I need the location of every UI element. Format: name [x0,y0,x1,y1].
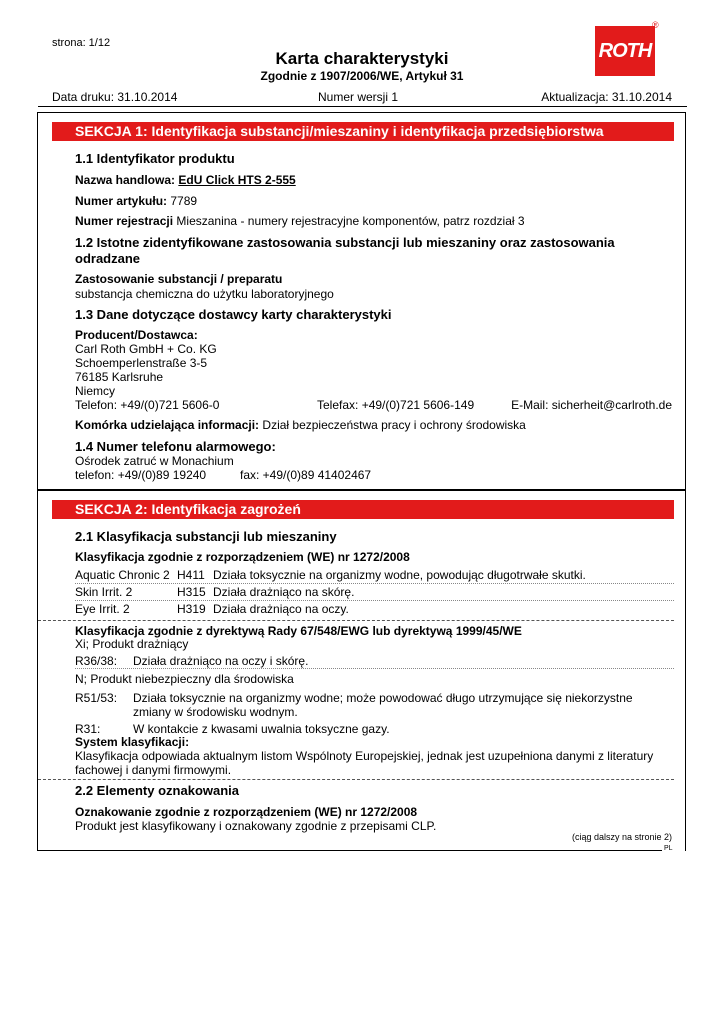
classification-system-label: System klasyfikacji: [75,735,190,749]
classification-system-text: Klasyfikacja odpowiada aktualnym listom Wspólnoty Europejskiej, jednak jest uzupełniona danymi z literatury [75,749,654,763]
section-1-4-title: 1.4 Numer telefonu alarmowego: [75,439,276,454]
producer-label: Producent/Dostawca: [75,328,198,342]
update-date: Aktualizacja: 31.10.2014 [541,90,672,104]
dashed-divider [38,779,674,780]
info-cell-value: Dział bezpieczeństwa pracy i ochrony środowiska [262,418,526,432]
section-1-3-title: 1.3 Dane dotyczące dostawcy karty charakterystyki [75,307,392,322]
producer-line: Niemcy [75,384,116,398]
hazard-statement: Działa drażniąco na skórę. [213,585,355,599]
print-date: Data druku: 31.10.2014 [52,90,178,104]
emergency-fax: fax: +49/(0)89 41402467 [240,468,372,482]
row-divider [75,600,674,601]
producer-line: 76185 Karlsruhe [75,370,164,384]
r-phrase-line2: zmiany w środowisku wodnym. [133,705,298,719]
document-subtitle: Zgodnie z 1907/2006/WE, Artykuł 31 [260,69,464,83]
emergency-phone: telefon: +49/(0)89 19240 [75,468,207,482]
r-code: R36/38: [75,654,118,668]
section-2-2-title: 2.2 Elementy oznakowania [75,783,240,798]
section-1-2-title-line2: odradzane [75,251,141,266]
version-number: Numer wersji 1 [318,90,399,104]
labelling-label: Oznakowanie zgodnie z rozporządzeniem (WE) nr 1272/2008 [75,805,418,819]
section-1-title: SEKCJA 1: Identyfikacja substancji/mieszaniny i identyfikacja przedsiębiorstwa [52,122,674,141]
hazard-class: Eye Irrit. 2 [75,602,130,616]
header-rule [38,106,687,107]
supplier-phone: Telefon: +49/(0)721 5606-0 [75,398,220,412]
section-1-2-title-line1: 1.2 Istotne zidentyfikowane zastosowania substancji lub mieszaniny oraz zastosowania [75,235,615,250]
dashed-divider [38,620,674,621]
hazard-code: H315 [177,585,206,599]
trade-name-value: EdU Click HTS 2-555 [178,173,296,187]
hazard-statement: Działa drażniąco na oczy. [213,602,349,616]
trade-name-row [75,173,296,187]
language-code: PL [664,845,673,852]
r-phrase: Działa drażniąco na oczy i skórę. [133,654,309,668]
r-phrase: W kontakcie z kwasami uwalnia toksyczne gazy. [133,722,390,736]
hazard-statement: Działa toksycznie na organizmy wodne, powodując długotrwałe skutki. [213,568,586,582]
hazard-class: Aquatic Chronic 2 [75,568,170,582]
dsd-classification-label: Klasyfikacja zgodnie z dyrektywą Rady 67/548/EWG lub dyrektywą 1999/45/WE [75,624,522,638]
document-title: Karta charakterystyki [275,49,449,68]
use-label: Zastosowanie substancji / preparatu [75,272,283,286]
registration-value: Mieszanina - numery rejestracyjne komponentów, patrz rozdział 3 [176,214,525,228]
row-divider [75,668,674,669]
page-number: strona: 1/12 [52,37,111,49]
supplier-email: E-Mail: sicherheit@carlroth.de [511,398,672,412]
article-number-value: 7789 [170,194,198,208]
producer-line: Schoemperlenstraße 3-5 [75,356,208,370]
registration-label: Numer rejestracji [75,214,174,228]
n-symbol: N; Produkt niebezpieczny dla środowiska [75,672,294,686]
r-phrase-line1: Działa toksycznie na organizmy wodne; może powodować długo utrzymujące się niekorzystne [133,691,633,705]
section-2-title: SEKCJA 2: Identyfikacja zagrożeń [52,500,674,519]
producer-line: Carl Roth GmbH + Co. KG [75,342,217,356]
info-cell-row [75,418,526,432]
section-2-1-title: 2.1 Klasyfikacja substancji lub mieszaniny [75,529,337,544]
continued-note: (ciąg dalszy na stronie 2) [571,832,672,842]
carl-roth-logo: ROTH [595,26,655,76]
section-1-1-title: 1.1 Identyfikator produktu [75,151,235,166]
registered-mark: ® [652,20,659,30]
r-code: R51/53: [75,691,118,705]
r-code: R31: [75,722,101,736]
hazard-class: Skin Irrit. 2 [75,585,133,599]
clp-classification-label: Klasyfikacja zgodnie z rozporządzeniem (WE) nr 1272/2008 [75,550,410,564]
emergency-center: Ośrodek zatruć w Monachium [75,454,234,468]
info-cell-label: Komórka udzielająca informacji: [75,418,260,432]
bottom-rule [37,850,662,851]
supplier-fax: Telefax: +49/(0)721 5606-149 [317,398,475,412]
xi-symbol: Xi; Produkt drażniący [75,637,189,651]
use-value: substancja chemiczna do użytku laboratoryjnego [75,287,334,301]
section-1-frame [37,112,686,490]
classification-system-text: fachowej i danymi firmowymi. [75,763,232,777]
labelling-text: Produkt jest klasyfikowany i oznakowany zgodnie z przepisami CLP. [75,819,437,833]
row-divider [75,583,674,584]
hazard-code: H319 [177,602,206,616]
article-number-label: Numer artykułu: [75,194,168,208]
registration-row [75,214,525,228]
article-number-row [75,194,197,208]
trade-name-label: Nazwa handlowa: [75,173,176,187]
hazard-code: H411 [177,568,205,582]
